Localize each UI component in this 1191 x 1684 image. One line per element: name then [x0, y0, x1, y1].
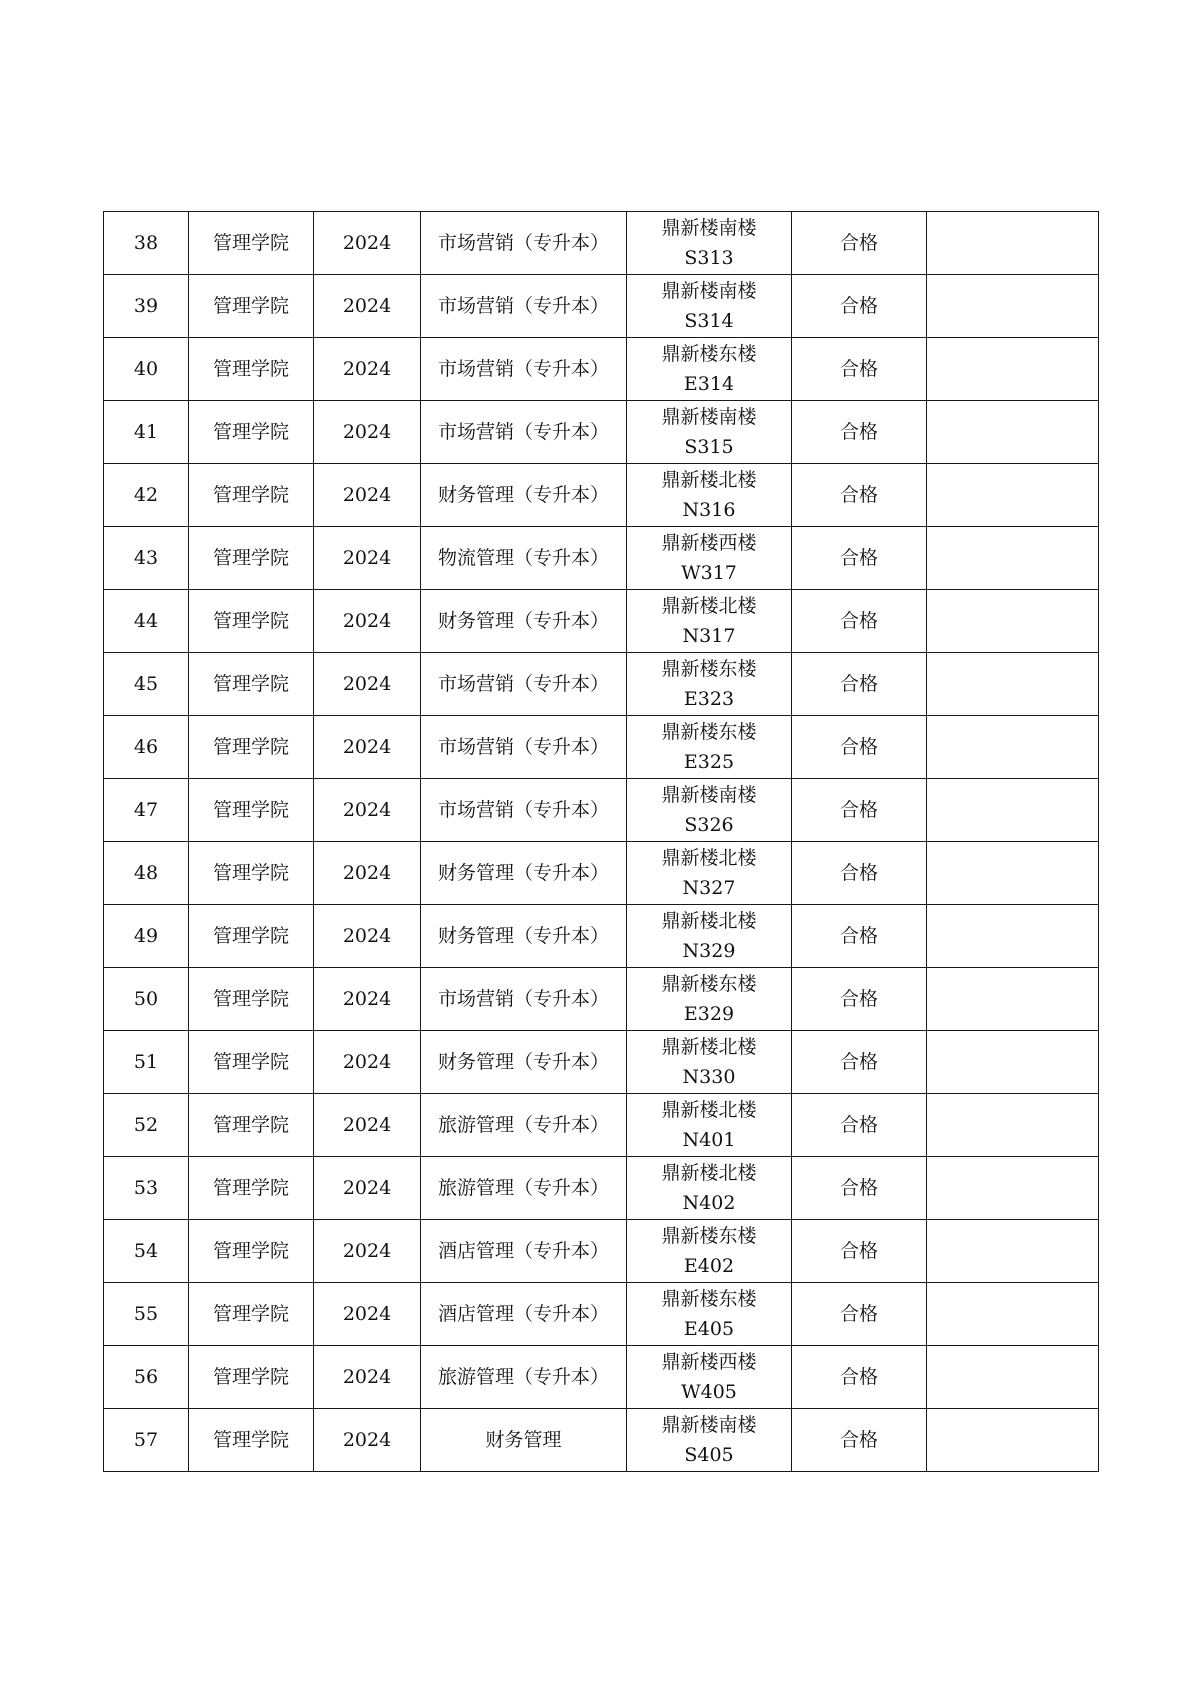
row-number-cell: 45: [104, 653, 189, 716]
college-cell: 管理学院: [189, 1220, 314, 1283]
major-cell: 财务管理: [421, 1409, 627, 1472]
building-name: 鼎新楼东楼: [661, 658, 757, 680]
college-cell: 管理学院: [189, 1094, 314, 1157]
year-cell: 2024: [314, 842, 421, 905]
location-cell: [627, 716, 792, 779]
result-cell: 合格: [792, 527, 927, 590]
major-cell: 酒店管理（专升本）: [421, 1283, 627, 1346]
table-row: [104, 401, 1099, 464]
row-number-cell: 46: [104, 716, 189, 779]
year-cell: 2024: [314, 716, 421, 779]
room-number: N401: [682, 1129, 736, 1151]
building-name: 鼎新楼北楼: [661, 595, 757, 617]
major-cell: 财务管理（专升本）: [421, 1031, 627, 1094]
college-cell: 管理学院: [189, 275, 314, 338]
table-row: [104, 1031, 1099, 1094]
major-cell: 市场营销（专升本）: [421, 779, 627, 842]
college-cell: 管理学院: [189, 716, 314, 779]
note-cell: [927, 842, 1099, 905]
room-number: E325: [683, 751, 735, 773]
college-cell: 管理学院: [189, 464, 314, 527]
location-cell: [627, 779, 792, 842]
note-cell: [927, 779, 1099, 842]
note-cell: [927, 1346, 1099, 1409]
table-row: [104, 1157, 1099, 1220]
major-cell: 市场营销（专升本）: [421, 212, 627, 275]
major-cell: 市场营销（专升本）: [421, 401, 627, 464]
note-cell: [927, 1409, 1099, 1472]
row-number-cell: 40: [104, 338, 189, 401]
location-cell: [627, 653, 792, 716]
result-cell: 合格: [792, 842, 927, 905]
location-cell: [627, 212, 792, 275]
college-cell: 管理学院: [189, 842, 314, 905]
note-cell: [927, 1094, 1099, 1157]
table-row: [104, 212, 1099, 275]
college-cell: 管理学院: [189, 527, 314, 590]
row-number-cell: 48: [104, 842, 189, 905]
college-cell: 管理学院: [189, 338, 314, 401]
building-name: 鼎新楼南楼: [661, 784, 757, 806]
table-row: [104, 590, 1099, 653]
note-cell: [927, 401, 1099, 464]
room-number: N316: [682, 499, 736, 521]
building-name: 鼎新楼西楼: [661, 1351, 757, 1373]
building-name: 鼎新楼西楼: [661, 532, 757, 554]
major-cell: 财务管理（专升本）: [421, 464, 627, 527]
year-cell: 2024: [314, 401, 421, 464]
row-number-cell: 47: [104, 779, 189, 842]
note-cell: [927, 212, 1099, 275]
row-number-cell: 41: [104, 401, 189, 464]
room-number: N330: [682, 1066, 736, 1088]
major-cell: 财务管理（专升本）: [421, 590, 627, 653]
table-row: [104, 1283, 1099, 1346]
result-cell: 合格: [792, 1283, 927, 1346]
row-number-cell: 53: [104, 1157, 189, 1220]
room-number: N327: [682, 877, 736, 899]
result-cell: 合格: [792, 401, 927, 464]
location-cell: [627, 1283, 792, 1346]
major-cell: 市场营销（专升本）: [421, 275, 627, 338]
room-number: E323: [683, 688, 735, 710]
note-cell: [927, 1157, 1099, 1220]
note-cell: [927, 905, 1099, 968]
building-name: 鼎新楼东楼: [661, 1288, 757, 1310]
year-cell: 2024: [314, 464, 421, 527]
year-cell: 2024: [314, 1157, 421, 1220]
row-number-cell: 39: [104, 275, 189, 338]
college-cell: 管理学院: [189, 1157, 314, 1220]
table-row: [104, 1220, 1099, 1283]
row-number-cell: 57: [104, 1409, 189, 1472]
major-cell: 市场营销（专升本）: [421, 653, 627, 716]
year-cell: 2024: [314, 1220, 421, 1283]
result-cell: 合格: [792, 716, 927, 779]
result-cell: 合格: [792, 1346, 927, 1409]
building-name: 鼎新楼北楼: [661, 1162, 757, 1184]
location-cell: [627, 1157, 792, 1220]
major-cell: 旅游管理（专升本）: [421, 1346, 627, 1409]
dormitory-inspection-table: [103, 211, 1099, 1472]
room-number: S326: [684, 814, 734, 836]
room-number: E314: [683, 373, 735, 395]
table-row: [104, 653, 1099, 716]
college-cell: 管理学院: [189, 1409, 314, 1472]
college-cell: 管理学院: [189, 1283, 314, 1346]
result-cell: 合格: [792, 968, 927, 1031]
room-number: N317: [682, 625, 736, 647]
building-name: 鼎新楼东楼: [661, 973, 757, 995]
result-cell: 合格: [792, 212, 927, 275]
building-name: 鼎新楼北楼: [661, 469, 757, 491]
table-row: [104, 1409, 1099, 1472]
result-cell: 合格: [792, 590, 927, 653]
result-cell: 合格: [792, 1031, 927, 1094]
note-cell: [927, 1283, 1099, 1346]
room-number: E402: [683, 1255, 735, 1277]
major-cell: 市场营销（专升本）: [421, 968, 627, 1031]
building-name: 鼎新楼南楼: [661, 280, 757, 302]
result-cell: 合格: [792, 1409, 927, 1472]
result-cell: 合格: [792, 905, 927, 968]
building-name: 鼎新楼南楼: [661, 1414, 757, 1436]
room-number: S315: [684, 436, 734, 458]
major-cell: 市场营销（专升本）: [421, 716, 627, 779]
year-cell: 2024: [314, 527, 421, 590]
year-cell: 2024: [314, 1346, 421, 1409]
major-cell: 物流管理（专升本）: [421, 527, 627, 590]
table-row: [104, 1346, 1099, 1409]
result-cell: 合格: [792, 653, 927, 716]
location-cell: [627, 1346, 792, 1409]
table-row: [104, 842, 1099, 905]
row-number-cell: 50: [104, 968, 189, 1031]
note-cell: [927, 1220, 1099, 1283]
table-row: [104, 338, 1099, 401]
location-cell: [627, 1031, 792, 1094]
room-number: W317: [681, 562, 737, 584]
building-name: 鼎新楼北楼: [661, 1036, 757, 1058]
major-cell: 酒店管理（专升本）: [421, 1220, 627, 1283]
year-cell: 2024: [314, 212, 421, 275]
note-cell: [927, 275, 1099, 338]
building-name: 鼎新楼东楼: [661, 1225, 757, 1247]
year-cell: 2024: [314, 905, 421, 968]
building-name: 鼎新楼东楼: [661, 721, 757, 743]
building-name: 鼎新楼北楼: [661, 847, 757, 869]
result-cell: 合格: [792, 1157, 927, 1220]
room-number: S405: [684, 1444, 734, 1466]
note-cell: [927, 590, 1099, 653]
location-cell: [627, 590, 792, 653]
college-cell: 管理学院: [189, 968, 314, 1031]
year-cell: 2024: [314, 1409, 421, 1472]
year-cell: 2024: [314, 338, 421, 401]
table-body: [104, 212, 1099, 1472]
note-cell: [927, 653, 1099, 716]
note-cell: [927, 464, 1099, 527]
location-cell: [627, 842, 792, 905]
note-cell: [927, 338, 1099, 401]
table-row: [104, 905, 1099, 968]
year-cell: 2024: [314, 1094, 421, 1157]
note-cell: [927, 716, 1099, 779]
room-number: S314: [684, 310, 734, 332]
year-cell: 2024: [314, 1283, 421, 1346]
row-number-cell: 52: [104, 1094, 189, 1157]
location-cell: [627, 1220, 792, 1283]
year-cell: 2024: [314, 779, 421, 842]
row-number-cell: 56: [104, 1346, 189, 1409]
location-cell: [627, 1094, 792, 1157]
room-number: W405: [681, 1381, 737, 1403]
major-cell: 财务管理（专升本）: [421, 905, 627, 968]
table-row: [104, 779, 1099, 842]
row-number-cell: 55: [104, 1283, 189, 1346]
major-cell: 财务管理（专升本）: [421, 842, 627, 905]
row-number-cell: 44: [104, 590, 189, 653]
row-number-cell: 54: [104, 1220, 189, 1283]
major-cell: 市场营销（专升本）: [421, 338, 627, 401]
table-row: [104, 968, 1099, 1031]
result-cell: 合格: [792, 1220, 927, 1283]
building-name: 鼎新楼北楼: [661, 1099, 757, 1121]
row-number-cell: 43: [104, 527, 189, 590]
college-cell: 管理学院: [189, 779, 314, 842]
result-cell: 合格: [792, 275, 927, 338]
college-cell: 管理学院: [189, 1346, 314, 1409]
result-cell: 合格: [792, 779, 927, 842]
major-cell: 旅游管理（专升本）: [421, 1157, 627, 1220]
building-name: 鼎新楼北楼: [661, 910, 757, 932]
college-cell: 管理学院: [189, 212, 314, 275]
table-row: [104, 464, 1099, 527]
location-cell: [627, 905, 792, 968]
college-cell: 管理学院: [189, 653, 314, 716]
location-cell: [627, 275, 792, 338]
room-number: S313: [684, 247, 734, 269]
table-row: [104, 1094, 1099, 1157]
location-cell: [627, 968, 792, 1031]
note-cell: [927, 1031, 1099, 1094]
note-cell: [927, 527, 1099, 590]
major-cell: 旅游管理（专升本）: [421, 1094, 627, 1157]
year-cell: 2024: [314, 1031, 421, 1094]
location-cell: [627, 338, 792, 401]
room-number: N402: [682, 1192, 736, 1214]
college-cell: 管理学院: [189, 590, 314, 653]
year-cell: 2024: [314, 653, 421, 716]
room-number: E329: [683, 1003, 735, 1025]
row-number-cell: 42: [104, 464, 189, 527]
room-number: E405: [683, 1318, 735, 1340]
location-cell: [627, 1409, 792, 1472]
room-number: N329: [682, 940, 736, 962]
building-name: 鼎新楼南楼: [661, 406, 757, 428]
year-cell: 2024: [314, 968, 421, 1031]
college-cell: 管理学院: [189, 1031, 314, 1094]
result-cell: 合格: [792, 464, 927, 527]
table-row: [104, 275, 1099, 338]
college-cell: 管理学院: [189, 401, 314, 464]
building-name: 鼎新楼南楼: [661, 217, 757, 239]
college-cell: 管理学院: [189, 905, 314, 968]
row-number-cell: 51: [104, 1031, 189, 1094]
row-number-cell: 38: [104, 212, 189, 275]
location-cell: [627, 401, 792, 464]
building-name: 鼎新楼东楼: [661, 343, 757, 365]
table-row: [104, 716, 1099, 779]
year-cell: 2024: [314, 275, 421, 338]
note-cell: [927, 968, 1099, 1031]
location-cell: [627, 527, 792, 590]
location-cell: [627, 464, 792, 527]
year-cell: 2024: [314, 590, 421, 653]
row-number-cell: 49: [104, 905, 189, 968]
result-cell: 合格: [792, 1094, 927, 1157]
table-row: [104, 527, 1099, 590]
result-cell: 合格: [792, 338, 927, 401]
